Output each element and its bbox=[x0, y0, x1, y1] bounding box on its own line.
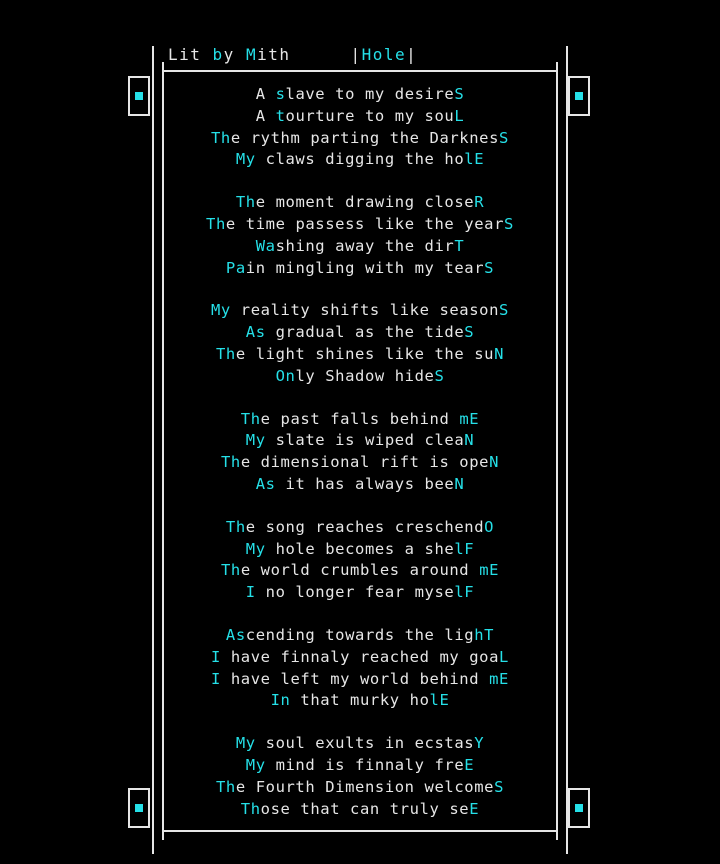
poem-line bbox=[162, 733, 558, 755]
poem-line bbox=[162, 192, 558, 214]
poem-line-body: that murky ho bbox=[290, 691, 430, 710]
poem-line bbox=[162, 560, 558, 582]
poem-line bbox=[162, 647, 558, 669]
poem-line-head-accent: In bbox=[270, 691, 291, 710]
poem-line-head-accent: Th bbox=[225, 517, 246, 536]
poem-line-body: e past falls behind bbox=[260, 409, 460, 428]
frame-corner-bottom-left bbox=[128, 788, 150, 828]
corner-dot bbox=[135, 92, 143, 100]
poem-line-head-accent: Th bbox=[215, 344, 236, 363]
poem-line-tail-accent: S bbox=[504, 214, 514, 233]
poem-line-body: in mingling with my tear bbox=[245, 258, 485, 277]
poem-line-tail-accent: N bbox=[489, 453, 500, 472]
poem-line bbox=[162, 300, 558, 322]
poem-line bbox=[162, 322, 558, 344]
poem-line-body: lave to my desire bbox=[285, 85, 455, 103]
poem-line-tail-accent: S bbox=[464, 323, 475, 342]
poem-line-head-accent: Th bbox=[220, 453, 241, 472]
frame-right-rail bbox=[566, 46, 568, 854]
poem-stanza bbox=[162, 409, 558, 496]
poem-line-body: shing away the dir bbox=[275, 236, 455, 255]
poem-line bbox=[162, 236, 558, 258]
poem-line bbox=[162, 149, 558, 171]
poem-line-body: e moment drawing close bbox=[255, 193, 475, 212]
poem-line bbox=[162, 539, 558, 561]
poem-line bbox=[162, 625, 558, 647]
poem-line-tail-accent: E bbox=[469, 799, 480, 818]
poem-line-head-accent: Th bbox=[240, 409, 261, 428]
poem-line-body: no longer fear myse bbox=[265, 583, 455, 602]
poem-line-tail-accent: lF bbox=[454, 539, 475, 558]
poem-line-head-accent: Th bbox=[206, 214, 226, 233]
poem-line-head-accent: On bbox=[275, 366, 296, 385]
poem-line bbox=[162, 258, 558, 280]
poem-line-tail-accent: S bbox=[484, 258, 495, 277]
poem-line-body: slate is wiped clea bbox=[265, 431, 465, 450]
poem-line-prefix: A bbox=[255, 106, 276, 125]
poem-stanza bbox=[162, 625, 558, 712]
poem-line-body: e dimensional rift is ope bbox=[240, 453, 490, 472]
page-title: |Hole| bbox=[350, 44, 418, 64]
poem-line-tail-accent: N bbox=[464, 431, 475, 450]
frame-top-rail bbox=[162, 70, 558, 72]
poem-line-tail-accent: O bbox=[484, 517, 495, 536]
poem-line-head-accent: Th bbox=[211, 128, 231, 147]
poem-line bbox=[162, 517, 558, 539]
poem-line-body: soul exults in ecstas bbox=[255, 734, 475, 753]
corner-dot bbox=[135, 804, 143, 812]
poem-line-body: ose that can truly se bbox=[260, 799, 470, 818]
poem-line-tail-accent: Y bbox=[474, 734, 485, 753]
frame-corner-top-right bbox=[568, 76, 590, 116]
poem-line-body: it has always bee bbox=[275, 474, 455, 493]
poem-line bbox=[162, 474, 558, 496]
poem-line-tail-accent: S bbox=[499, 301, 509, 320]
frame-corner-bottom-right bbox=[568, 788, 590, 828]
poem-line-body: ourture to my sou bbox=[285, 106, 455, 125]
poem-line-tail-accent: R bbox=[474, 193, 485, 212]
poem-line-body: e Fourth Dimension welcome bbox=[235, 777, 495, 796]
poem-stanza bbox=[162, 84, 558, 171]
poem-line-head-accent: My bbox=[211, 301, 231, 320]
poem-line-head-accent: Wa bbox=[255, 236, 276, 255]
frame-left-rail bbox=[152, 46, 154, 854]
poem-line bbox=[162, 128, 558, 150]
poem-line-head-accent: As bbox=[255, 474, 276, 493]
poem-line-head-accent: My bbox=[245, 755, 266, 774]
poem-line-tail-accent: mE bbox=[459, 409, 480, 428]
poem-line-body: have finnaly reached my goa bbox=[230, 647, 500, 666]
poem-line-tail-accent: N bbox=[494, 344, 505, 363]
poem-line-head-accent: My bbox=[245, 539, 266, 558]
poem-line-head-accent: t bbox=[275, 106, 286, 125]
poem-stanza bbox=[162, 733, 558, 820]
poem-line-tail-accent: L bbox=[499, 647, 509, 666]
poem-line-body: e time passess like the year bbox=[225, 214, 505, 233]
poem-line-tail-accent: hT bbox=[474, 625, 495, 644]
poem-line-tail-accent: mE bbox=[479, 561, 500, 580]
poem-line-head-accent: As bbox=[225, 625, 246, 644]
poem-line bbox=[162, 799, 558, 821]
poem-line-head-accent: As bbox=[245, 323, 266, 342]
poem-line-head-accent: I bbox=[211, 647, 231, 666]
poem-line-body: hole becomes a she bbox=[265, 539, 455, 558]
poem-line-tail-accent: mE bbox=[489, 669, 509, 688]
poem-line-head-accent: s bbox=[275, 85, 286, 103]
poem-line-head-accent: I bbox=[245, 583, 266, 602]
poem-stanza bbox=[162, 517, 558, 604]
poem-line-tail-accent: L bbox=[454, 106, 465, 125]
poem-line-prefix: A bbox=[255, 85, 276, 103]
poem-line-tail-accent: E bbox=[464, 755, 475, 774]
poem-line-head-accent: My bbox=[245, 431, 266, 450]
poem-line-body: cending towards the lig bbox=[245, 625, 475, 644]
poem-line-head-accent: Th bbox=[215, 777, 236, 796]
poem-line bbox=[162, 430, 558, 452]
poem-line bbox=[162, 344, 558, 366]
poem-line-tail-accent: S bbox=[494, 777, 505, 796]
poem-line-tail-accent: lE bbox=[429, 691, 450, 710]
poem-line bbox=[162, 214, 558, 236]
poem-line-body: e world crumbles around bbox=[240, 561, 480, 580]
poem-line bbox=[162, 106, 558, 128]
poem-line bbox=[162, 409, 558, 431]
title-bar bbox=[168, 42, 558, 66]
poem-line-head-accent: I bbox=[211, 669, 231, 688]
poem-line bbox=[162, 669, 558, 691]
frame-corner-top-left bbox=[128, 76, 150, 116]
poem-line-body: claws digging the ho bbox=[255, 150, 465, 169]
corner-dot bbox=[575, 804, 583, 812]
poem-line-head-accent: Th bbox=[240, 799, 261, 818]
poem-line-body: ly Shadow hide bbox=[295, 366, 435, 385]
poem-line-body: e light shines like the su bbox=[235, 344, 495, 363]
poem-line bbox=[162, 690, 558, 712]
poem-line-tail-accent: S bbox=[434, 366, 445, 385]
poem-line-tail-accent: S bbox=[454, 85, 465, 103]
author-credit: Lit by Mith bbox=[168, 44, 291, 64]
poem-stanza bbox=[162, 300, 558, 387]
poem-line-head-accent: Th bbox=[220, 561, 241, 580]
poem-text bbox=[162, 84, 558, 841]
poem-line-body: gradual as the tide bbox=[265, 323, 465, 342]
corner-dot bbox=[575, 92, 583, 100]
poem-line bbox=[162, 84, 558, 106]
poem-line-head-accent: My bbox=[235, 150, 256, 169]
poem-line-tail-accent: T bbox=[454, 236, 465, 255]
poem-line-body: mind is finnaly fre bbox=[265, 755, 465, 774]
poem-stanza bbox=[162, 192, 558, 279]
poem-line bbox=[162, 452, 558, 474]
poem-line-body: e song reaches creschend bbox=[245, 517, 485, 536]
poem-line bbox=[162, 366, 558, 388]
poem-line-head-accent: My bbox=[235, 734, 256, 753]
poem-line bbox=[162, 755, 558, 777]
poem-line-head-accent: Pa bbox=[225, 258, 246, 277]
poem-line-tail-accent: lF bbox=[454, 583, 475, 602]
poem-line-body: have left my world behind bbox=[230, 669, 490, 688]
poem-line-tail-accent: lE bbox=[464, 150, 485, 169]
poem-line-head-accent: Th bbox=[235, 193, 256, 212]
poem-line-tail-accent: S bbox=[499, 128, 509, 147]
poem-line-tail-accent: N bbox=[454, 474, 465, 493]
poem-line bbox=[162, 582, 558, 604]
poem-line-body: reality shifts like season bbox=[230, 301, 500, 320]
poem-line bbox=[162, 777, 558, 799]
poem-line-body: e rythm parting the Darknes bbox=[230, 128, 500, 147]
